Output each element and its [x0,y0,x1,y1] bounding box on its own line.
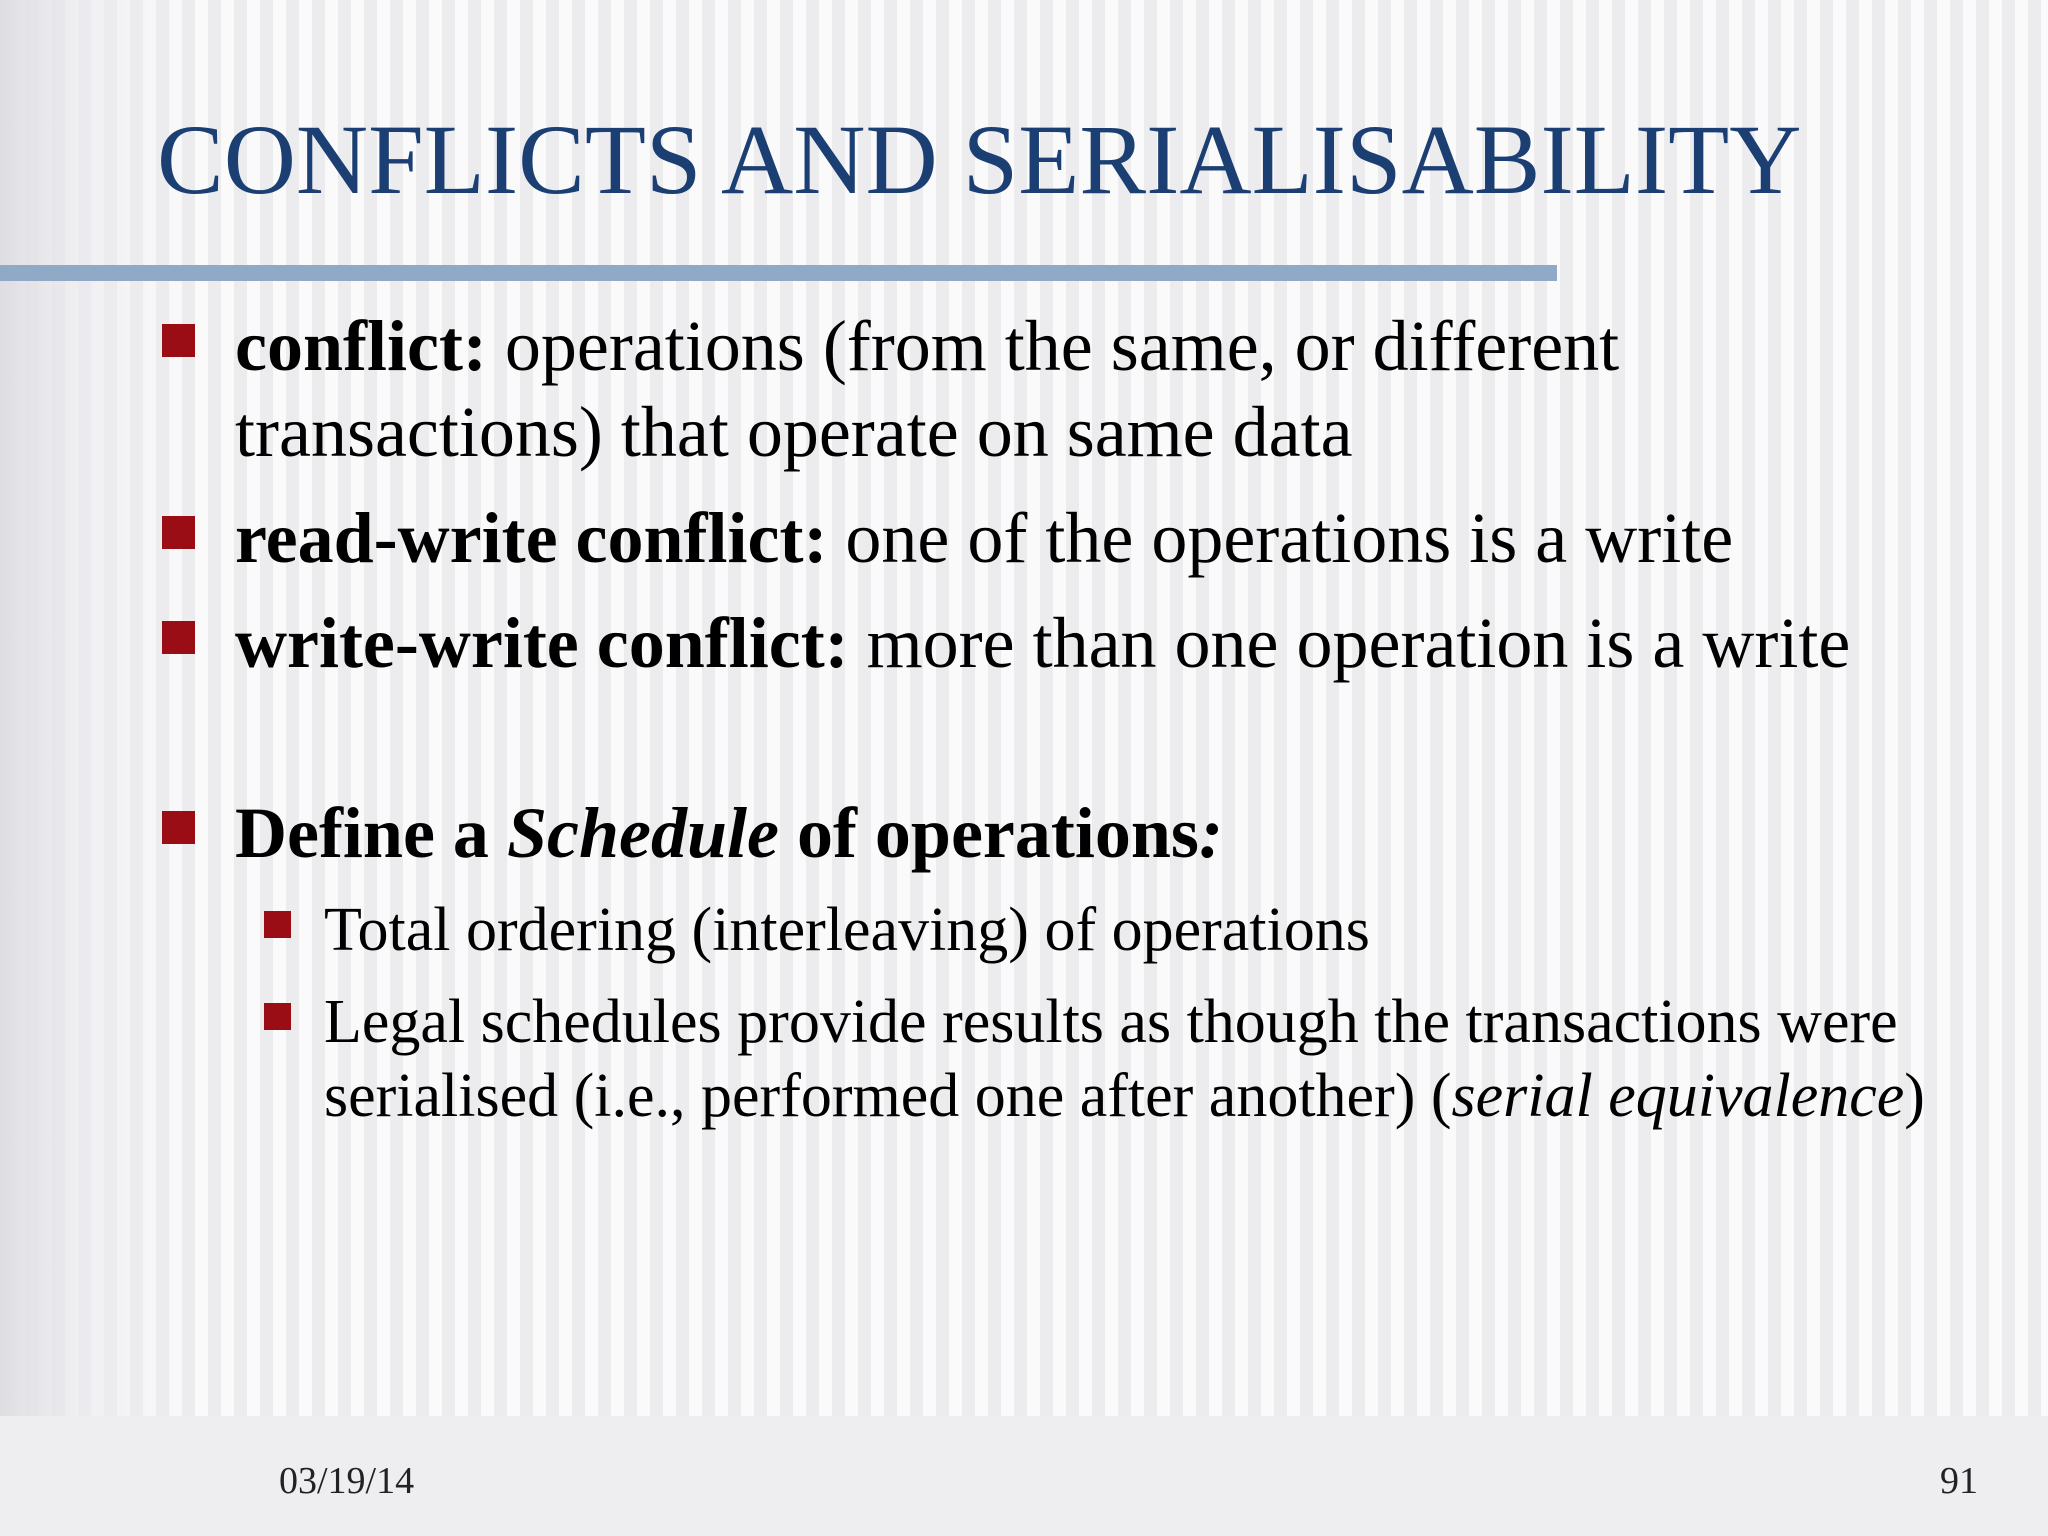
bullet-read-write-conflict [235,495,1935,581]
slide-title: CONFLICTS AND SERIALISABILITY [157,104,1802,215]
sub-bullet-text: Total ordering (interleaving) of operations [324,896,1370,964]
sub-bullet-text: Legal schedules provide results as though the transactions were serialised (i.e., performed one after another) ( [324,988,1898,1130]
square-bullet-icon [264,1003,291,1030]
square-bullet-icon [162,516,195,549]
square-bullet-icon [162,621,195,654]
bullet-define-schedule [235,790,1935,876]
bullet-term-end: of operations [778,793,1199,873]
bullet-term: read-write conflict: [235,498,828,578]
sub-bullet-tail: ) [1904,1062,1925,1130]
sub-bullet-italic: serial equivalence [1451,1062,1905,1130]
title-underline-rule [0,265,1557,281]
sub-bullet-legal-schedules [324,985,1934,1133]
square-bullet-icon [264,911,291,938]
square-bullet-icon [162,811,195,844]
footer-page-number: 91 [1940,1460,1978,1502]
bullet-term: write-write conflict: [235,603,849,683]
bullet-text: more than one operation is a write [848,603,1851,683]
bullet-term-colon: : [1198,793,1223,873]
bullet-conflict [235,303,1935,475]
bullet-text: one of the operations is a write [827,498,1734,578]
bullet-write-write-conflict [235,600,1875,686]
sub-bullet-total-ordering [324,893,2004,967]
bullet-text: operations (from the same, or different transactions) that operate on same data [235,306,1620,472]
footer-date: 03/19/14 [279,1460,415,1502]
square-bullet-icon [162,324,195,357]
bullet-term-italic: Schedule [506,793,779,873]
bullet-term-start: Define a [235,793,507,873]
bullet-term: conflict: [235,306,487,386]
